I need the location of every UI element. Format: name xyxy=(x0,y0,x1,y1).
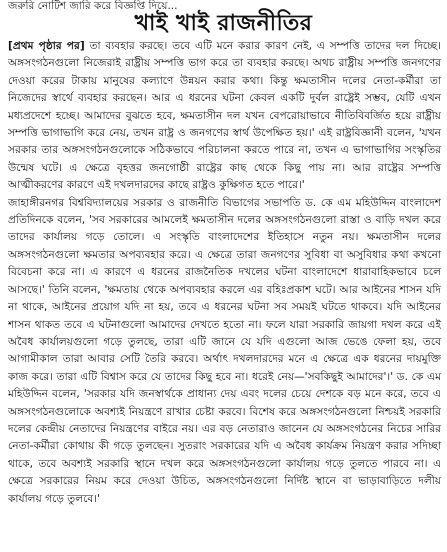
continuation-label: [প্রথম পৃষ্ঠার পর] xyxy=(8,40,85,52)
paragraph-2 xyxy=(8,195,441,508)
paragraph-1 xyxy=(8,38,441,195)
paragraph-2-text: জাহাঙ্গীরনগর বিশ্ববিদ্যালয়ের সরকার ও রাজনীতি বিভাগের সভাপতি ড. কে এম মহিউদ্দিন বাংলাদেশ প্রতিদিনকে বলেন, 'সব সরকারের আমলেই ক্ষমতাসীন দলের অঙ্গসংগঠনগুলো রাস্তা ও বাড়ি দখল করে তাদের কার্যালয় গড়ে তোলে। এ সংস্কৃতি বাংলাদেশের ইতিহাসে নতুন নয়। ক্ষমতাসীন দলের অঙ্গসংগঠনগুলো ক্ষমতার অপব্যবহার করে। এ ক্ষেত্রে তারা জনগণের সুবিধা বা অসুবিধার কথা কখনো বিবেচনা করে না। এ কারণে এ ধরনের রাজনৈতিক দখলের ঘটনা বাংলাদেশে ধারাবাহিকভাবে চলে আসছে।' তিনি বলেন, 'ক্ষমতায় থেকে অপব্যবহার করলে এর বহিঃপ্রকাশ ঘটে। আর আইনের শাসন যদি না থাকে, আইনের প্রয়োগ যদি না হয়, তবে এ ধরনের ঘটনা সব সময়ই ঘটতে থাকবে। যদি আইনের শাসন থাকত তবে এ ঘটনাগুলো আমাদের দেখতে হতো না। ফলে যারা সরকারি জায়গা দখল করে এই অবৈধ কার্যালয়গুলো গড়ে তুলছে, তারা এটি জানে যে যদি এগুলো আজ ভেঙে ফেলা হয়, তবে আগামীকাল তারা আবার সেটি তৈরি করবে। অর্থাৎ দখলদারদের মনে এ ক্ষেত্রে এক ধরনের দায়মুক্তি কাজ করে। তারা এটি বিশ্বাস করে যে তাদের কিছু হবে না। ধরেই নেয়—'সবকিছুই আমাদের'।' ড. কে এম মহিউদ্দিন বলেন, 'সরকার যদি জনস্বার্থকে প্রাধান্য দেয় এবং দলের চেয়ে দেশকে বড় মনে করে, তবে এ অঙ্গসংগঠনগুলোকে অবশ্যই নিয়ন্ত্রণে রাখার চেষ্টা করবে। বিশেষ করে অঙ্গসংগঠনগুলো নিশ্চয়ই সরকারি দলের কেন্দ্রীয় নেতাদের নিয়ন্ত্রণের বাইরে নয়। এর বড় নেতারাও জানেন যে অঙ্গসংগঠনের নিচের সারির নেতা-কর্মীরা কোথায় কী গড়ে তুলছেন। সুতরাং সরকারের যদি এ অবৈধ কার্যক্রম নিয়ন্ত্রণ করার সদিচ্ছা থাকে, তবে অবশ্যই সরকারি স্থানে দখল করে অঙ্গসংগঠনগুলো কার্যালয় গড়ে তুলতে পারবে না। এ ক্ষেত্রে সরকারের নিয়ম করে দেওয়া উচিত, অঙ্গসংগঠনগুলো নির্দিষ্ট স্থানে বা ভাড়াবাড়িতে দলীয় কার্যালয় গড়ে তুলবে।' xyxy=(8,196,441,505)
paragraph-1-text: তা ব্যবহার করছে। তবে এটি মনে করার কারণ নেই, এ সম্পত্তি তাদের দল দিচ্ছে। অঙ্গসংগঠনগুলো নিজেরাই রাষ্ট্রীয় সম্পত্তি ভাগ করে তা ব্যবহার করছে। অথচ রাষ্ট্রীয় সম্পত্তি জনগণের দেওয়া করের টাকায় মানুষের কল্যাণে উন্নয়ন করার কথা। কিন্তু ক্ষমতাসীন দলের নেতা-কর্মীরা তা নিজেদের স্বার্থে ব্যবহার করছেন। আর এ ধরনের ঘটনা কেবল একটি দুর্বল রাষ্ট্রেই সম্ভব, যেটি এখন মধ্যপ্রদেশে হচ্ছে। আমাদের বুঝতে হবে, ক্ষমতাসীন দল যখন বেপরোয়াভাবে নীতিবিবর্জিত হয়ে রাষ্ট্রীয় সম্পত্তি ভাগাভাগি করে নেয়, তখন রাষ্ট্র ও জনগণের স্বার্থ উপেক্ষিত হয়।' এই রাষ্ট্রবিজ্ঞানী বলেন, 'যখন সরকার তার অঙ্গসংগঠনগুলোকে সঠিকভাবে পরিচালনা করতে পারে না, তখন এ ভাগাভাগির সংস্কৃতির উন্মেষ ঘটে। এ ক্ষেত্রে বৃহত্তর জনগোষ্ঠী রাষ্ট্রের কাছ থেকে কিছু পায় না। আর রাষ্ট্রের সম্পত্তি আত্মীকরণের কারণে এই দখলদারদের কাছে রাষ্ট্রও কুক্ষিগত হতে পারে।' xyxy=(8,40,441,192)
headline: খাই খাই রাজনীতির xyxy=(134,11,313,36)
article-body xyxy=(8,38,441,548)
previous-article-fragment: জরুরি নোটিশ জারি করে বিজ্ঞপ্তি দিয়ে... xyxy=(8,0,178,10)
